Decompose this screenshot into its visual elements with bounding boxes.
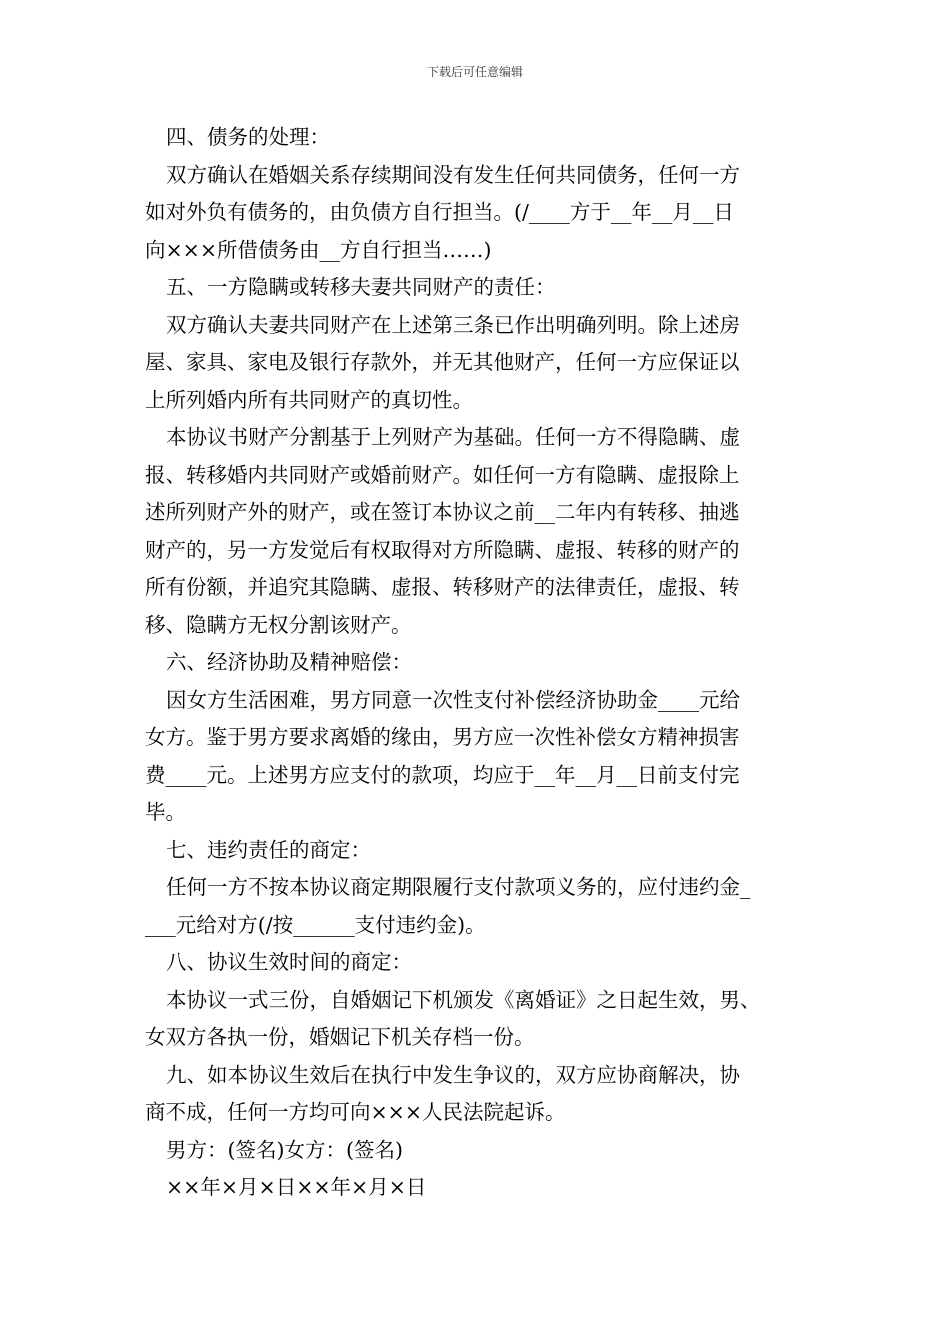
text-line: 任何一方不按本协议商定期限履行支付款项义务的，应付违约金_ [166, 875, 751, 899]
text-line: 移、隐瞒方无权分割该财产。 [145, 612, 412, 637]
text-line: 所有份额，并追究其隐瞒、虚报、转移财产的法律责任，虚报、转 [145, 575, 740, 599]
text-line: 因女方生活困难，男方同意一次性支付补偿经济协助金____元给 [166, 687, 740, 712]
page-header: 下载后可任意编辑 [426, 65, 523, 79]
text-line: 九、如本协议生效后在执行中发生争议的，双方应协商解决，协 [166, 1062, 740, 1087]
text-line: 上所列婚内所有共同财产的真切性。 [145, 387, 473, 412]
text-line: 屋、家具、家电及银行存款外，并无其他财产，任何一方应保证以 [145, 350, 740, 374]
text-line: 五、一方隐瞒或转移夫妻共同财产的责任： [166, 275, 556, 299]
text-line: 女方。鉴于男方要求离婚的缘由，男方应一次性补偿女方精神损害 [145, 725, 740, 749]
text-line: 双方确认在婚姻关系存续期间没有发生任何共同债务，任何一方 [166, 162, 740, 187]
text-line: 女双方各执一份，婚姻记下机关存档一份。 [145, 1025, 535, 1049]
text-line: 报、转移婚内共同财产或婚前财产。如任何一方有隐瞒、虚报除上 [145, 462, 740, 487]
text-line: 双方确认夫妻共同财产在上述第三条已作出明确列明。除上述房 [166, 312, 740, 337]
text-line: ××年×月×日××年×月×日 [166, 1175, 427, 1199]
text-line: 六、经济协助及精神赔偿： [166, 650, 412, 674]
text-line: 男方：(签名)女方：(签名) [166, 1137, 403, 1162]
text-line: 如对外负有债务的，由负债方自行担当。(/____方于__年__月__日 [145, 200, 734, 224]
text-line: 费____元。上述男方应支付的款项，均应于__年__月__日前支付完 [145, 762, 740, 787]
text-line: ___元给对方(/按______支付违约金)。 [145, 912, 486, 937]
text-line: 财产的，另一方发觉后有权取得对方所隐瞒、虚报、转移的财产的 [145, 537, 740, 562]
text-line: 八、协议生效时间的商定： [166, 950, 412, 974]
text-line: 本协议一式三份，自婚姻记下机颁发《离婚证》之日起生效，男、 [166, 987, 761, 1012]
text-line: 向×××所借债务由__方自行担当……) [145, 237, 492, 262]
text-line: 本协议书财产分割基于上列财产为基础。任何一方不得隐瞒、虚 [166, 425, 740, 449]
text-line: 毕。 [145, 800, 186, 824]
text-line: 述所列财产外的财产，或在签订本协议之前__二年内有转移、抽逃 [145, 500, 740, 524]
text-line: 四、债务的处理： [166, 125, 330, 149]
text-line: 七、违约责任的商定： [166, 837, 371, 862]
document-body [145, 119, 810, 1207]
text-line: 商不成，任何一方均可向×××人民法院起诉。 [145, 1100, 566, 1124]
